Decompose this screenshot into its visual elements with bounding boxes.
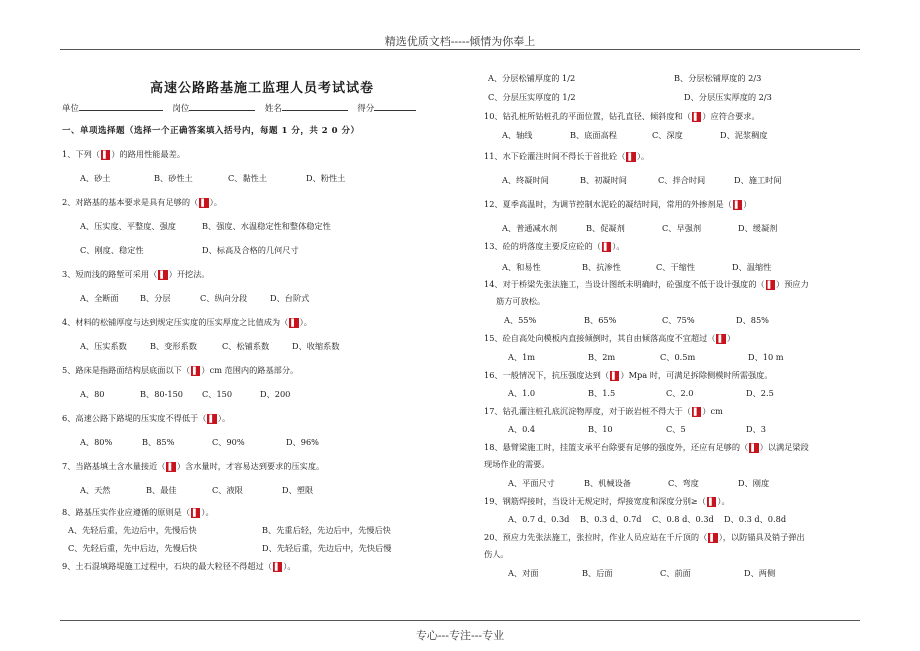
answer-box[interactable]: ▌	[734, 201, 741, 209]
post-label: 岗位	[172, 104, 190, 114]
answer-box[interactable]: ▌	[193, 509, 199, 517]
options-2a: A、压实度、平整度、强度 B、强度、水温稳定性和整体稳定性	[80, 221, 331, 231]
options-7: A、天然 B、最佳 C、液限 D、塑限	[80, 485, 314, 495]
exam-title: 高速公路路基施工监理人员考试试卷	[149, 81, 374, 96]
page-footer: 专心---专注---专业	[415, 629, 505, 642]
answer-box[interactable]: ▌	[693, 408, 700, 416]
options-18: A、平面尺寸 B、机械设备 C、弯度 D、刚度	[508, 478, 770, 488]
footer-rule	[60, 620, 860, 621]
options-12: A、普通减水剂 B、促凝剂 C、早强剂 D、缓凝剂	[502, 223, 778, 233]
question-8: 8、路基压实作业应遵循的原则是（ ▌ ）。	[62, 507, 214, 517]
options-10: A、轴线 B、底面高程 C、深度 D、泥浆稠度	[502, 130, 768, 140]
question-9: 9、土石混填路堤施工过程中，石块的最大粒径不得超过（ ▌ ）。	[62, 561, 296, 571]
answer-box[interactable]: ▌	[193, 367, 199, 375]
answer-box[interactable]: ▌	[767, 281, 773, 289]
answer-box[interactable]: ▌	[628, 153, 634, 161]
section-heading: 一、单项选择题（选择一个正确答案填入括号内，每题 1 分，共 2 0 分）	[62, 126, 360, 136]
answer-box[interactable]: ▌	[603, 243, 610, 251]
options-9b: C、分层压实厚度的 1/2 D、分层压实厚度的 2/3	[488, 92, 772, 102]
question-1: 1、下列（ ▌ ）的路用性能最差。	[62, 149, 186, 159]
score-blank[interactable]	[374, 101, 416, 111]
options-14: A、55% B、65% C、75% D、85%	[504, 315, 769, 325]
question-6: 6、高速公路下路堤的压实度不得低于（ ▌ ）。	[62, 413, 231, 423]
question-14: 14、对于桥梁先张法施工，当设计图纸未明确时，砼强度不低于设计强度的（ ▌ ）预应力	[484, 279, 809, 289]
unit-blank[interactable]	[79, 101, 163, 111]
options-5: A、80 B、80-150 C、150 D、200	[80, 389, 291, 399]
post-blank[interactable]	[189, 101, 255, 111]
answer-box[interactable]: ▌	[274, 563, 281, 571]
answer-box[interactable]: ▌	[102, 151, 109, 159]
question-12: 12、夏季高温时，为调节控制水泥砼的凝结时间，常用的外掺剂是（ ▌ ）	[484, 199, 752, 209]
header-rule	[60, 49, 860, 50]
answer-box[interactable]: ▌	[612, 372, 618, 380]
answer-box[interactable]: ▌	[160, 271, 166, 279]
question-3: 3、短而浅的路堑可采用（ ▌ ）开挖法。	[62, 269, 210, 279]
page-header: 精选优质文档-----倾情为你奉上	[384, 35, 536, 48]
question-2: 2、对路基的基本要求是具有足够的（ ▌ ）。	[62, 197, 222, 207]
question-18: 18、悬臂梁施工时，挂篮支承平台除要有足够的强度外，还应有足够的（ ▌ ）以满足梁段	[484, 442, 809, 452]
options-8b: C、先轻后重，先中后边，先慢后快 D、先轻后重，先边后中，先快后慢	[68, 543, 392, 553]
answer-box[interactable]: ▌	[710, 534, 716, 542]
question-14-cont: 筋方可放松。	[496, 296, 546, 306]
question-20-cont: 伤人。	[484, 549, 509, 559]
options-2b: C、刚度、稳定性 D、标高及合格的几何尺寸	[80, 245, 299, 255]
question-4: 4、材料的松铺厚度与达到规定压实度的压实厚度之比值成为（ ▌ ）。	[62, 317, 312, 327]
exam-info-line	[62, 101, 416, 114]
options-20: A、对面 B、后面 C、前面 D、两侧	[508, 568, 776, 578]
answer-box[interactable]: ▌	[168, 463, 174, 471]
answer-box[interactable]: ▌	[291, 319, 297, 327]
answer-box[interactable]: ▌	[209, 415, 215, 423]
question-19: 19、钢筋焊接时，当设计无规定时，焊接宽度和深度分别≥（ ▌ ）。	[484, 496, 730, 506]
options-3: A、全断面 B、分层 C、纵向分段 D、台阶式	[80, 293, 310, 303]
answer-box[interactable]: ▌	[201, 199, 207, 207]
question-15: 15、砼自高处向模板内直接倾倒时，其自由倾落高度不宜超过（ ▌ ）	[484, 333, 736, 343]
answer-box[interactable]: ▌	[708, 498, 715, 506]
question-17: 17、钻孔灌注桩孔底沉淀物厚度，对于嵌岩桩不得大于（ ▌ ）cm	[484, 406, 723, 416]
question-20: 20、预应力先张法施工，张拉时，作业人员应站在千斤顶的（ ▌ ），以防锚具及销子弹出	[484, 532, 805, 542]
score-label: 得分	[357, 104, 375, 114]
answer-box[interactable]: ▌	[693, 113, 700, 121]
options-4: A、压实系数 B、变形系数 C、松铺系数 D、收缩系数	[80, 341, 340, 351]
question-13: 13、砼的坍落度主要反应砼的（ ▌ ）。	[484, 241, 625, 251]
options-19: A、0.7 d、0.3d B、0.3 d、0.7d C、0.8 d、0.3d D、0.3 d、0.8d	[508, 514, 787, 524]
unit-label: 单位	[62, 104, 80, 114]
question-5: 5、路床是指路面结构层底面以下（ ▌ ）cm 范围内的路基部分。	[62, 365, 299, 375]
options-9a: A、分层松铺厚度的 1/2 B、分层松铺厚度的 2/3	[488, 73, 762, 83]
options-8a: A、先轻后重，先边后中，先慢后快 B、先重后轻，先边后中，先慢后快	[68, 525, 391, 535]
options-6: A、80% B、85% C、90% D、96%	[80, 437, 319, 447]
question-18-cont: 现场作业的需要。	[484, 459, 550, 469]
options-16: A、1.0 B、1.5 C、2.0 D、2.5	[508, 388, 774, 398]
answer-box[interactable]: ▌	[718, 335, 724, 343]
options-1: A、砂土 B、砂性土 C、黏性土 D、粉性土	[80, 173, 346, 183]
answer-box[interactable]: ▌	[751, 444, 757, 452]
options-15: A、1m B、2m C、0.5m D、10 m	[508, 352, 784, 362]
options-17: A、0.4 B、10 C、5 D、3	[508, 424, 766, 434]
options-13: A、和易性 B、抗渗性 C、干缩性 D、温缩性	[502, 262, 772, 272]
name-blank[interactable]	[282, 101, 348, 111]
question-7: 7、当路基填土含水量接近（ ▌ ）含水量时，才容易达到要求的压实度。	[62, 461, 325, 471]
question-11: 11、水下砼灌注时间不得长于首批砼（ ▌ ）。	[484, 151, 650, 161]
question-10: 10、钻孔桩所钻桩孔的平面位置，钻孔直径、倾斜度和（ ▌ ）应符合要求。	[484, 111, 760, 121]
question-16: 16、一般情况下，抗压强度达到（ ▌ ）Mpa 时，可满足拆除侧模时所需强度。	[484, 370, 773, 380]
options-11: A、终凝时间 B、初凝时间 C、拌合时间 D、施工时间	[502, 175, 782, 185]
name-label: 姓名	[264, 104, 282, 114]
